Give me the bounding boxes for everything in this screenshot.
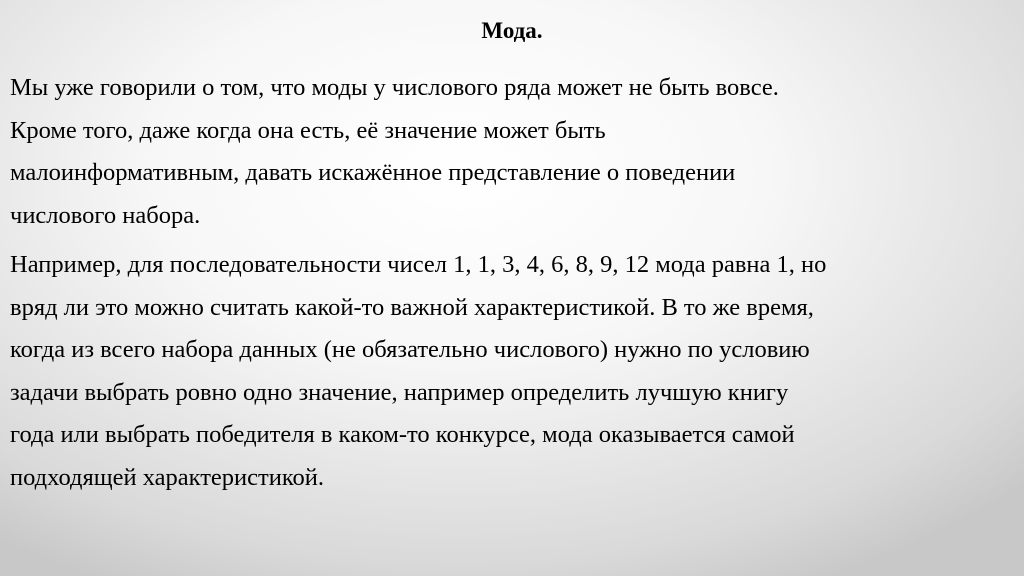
text-line: задачи выбрать ровно одно значение, например определить лучшую книгу [10, 378, 789, 406]
text-line: Кроме того, даже когда она есть, её значение может быть [10, 116, 606, 144]
text-line: когда из всего набора данных (не обязательно числового) нужно по условию [10, 336, 810, 363]
text-line: года или выбрать победителя в каком-то конкурсе, мода оказывается самой [10, 421, 795, 448]
slide-title: Мода. [481, 18, 543, 43]
paragraph-mode-example [10, 244, 826, 499]
paragraph-mode-intro [10, 67, 779, 237]
text-line: Например, для последовательности чисел 1, 1, 3, 4, 6, 8, 9, 12 мода равна 1, но [10, 251, 827, 278]
text-line: числового набора. [10, 201, 201, 229]
text-line: вряд ли это можно считать какой-то важной характеристикой. В то же время, [10, 293, 814, 321]
text-line: Мы уже говорили о том, что моды у числового ряда может не быть вовсе. [10, 74, 779, 101]
text-line: малоинформативным, давать искажённое представление о поведении [10, 159, 736, 186]
text-line: подходящей характеристикой. [10, 463, 324, 491]
